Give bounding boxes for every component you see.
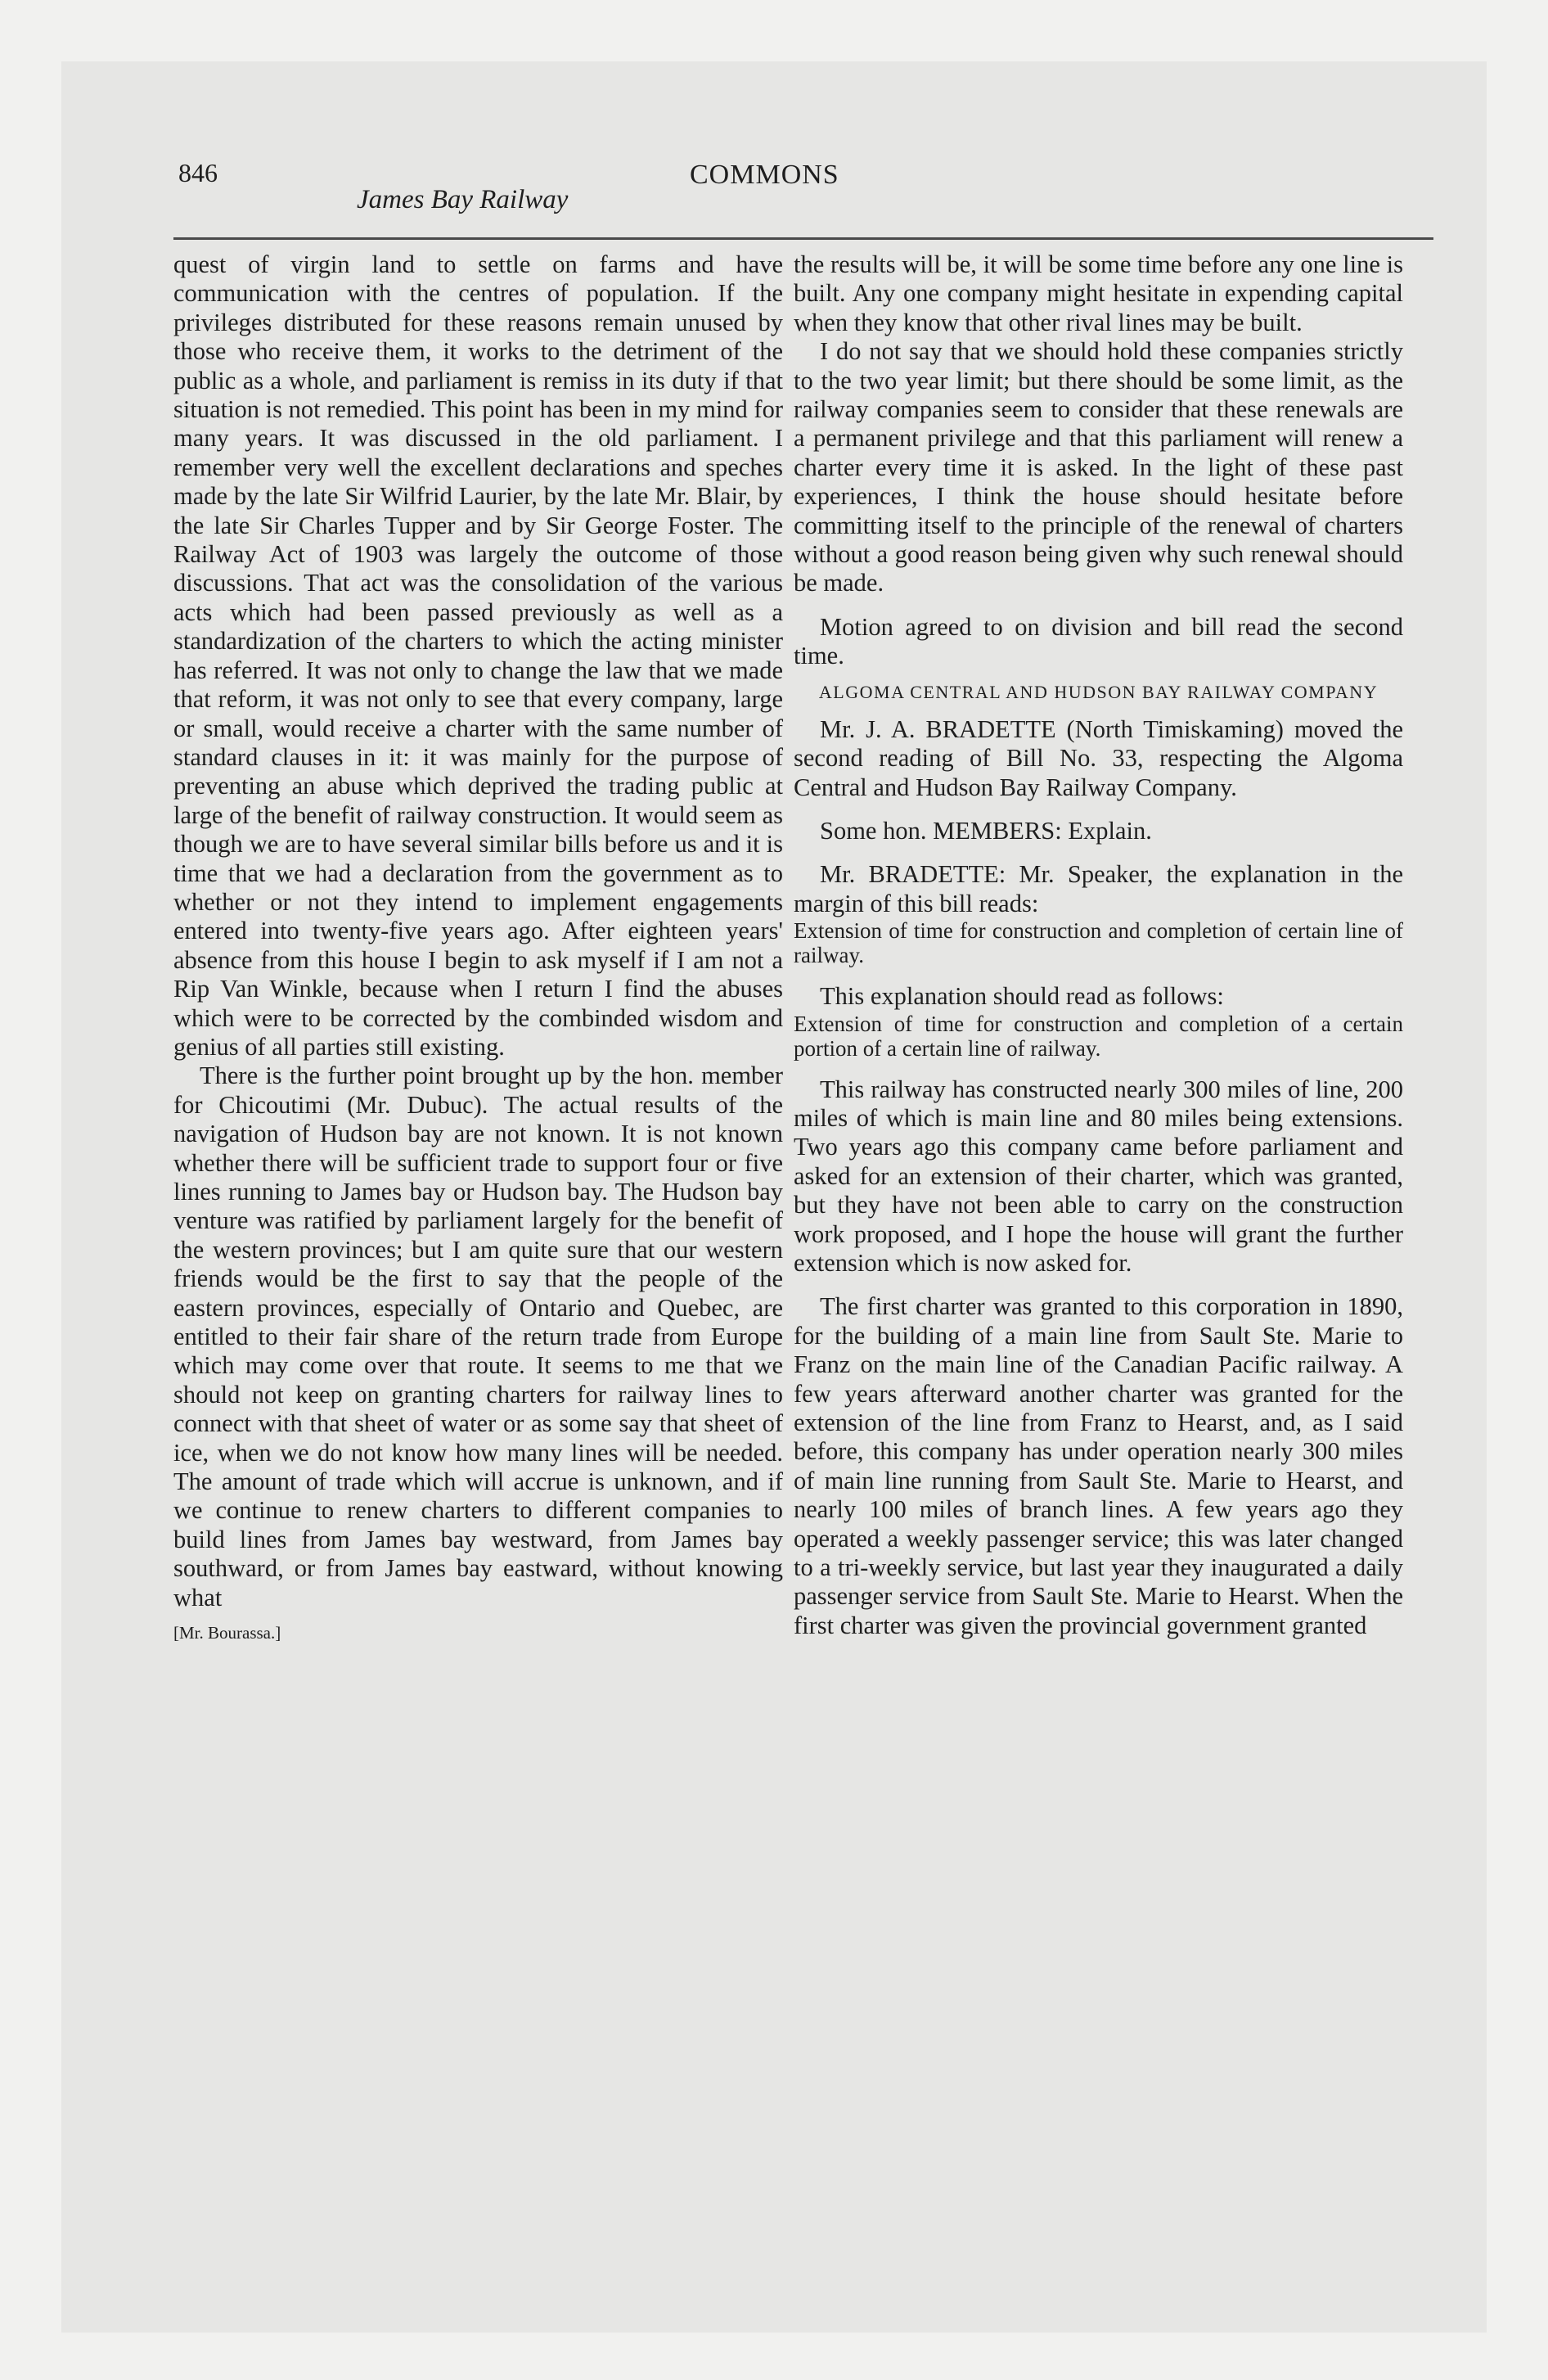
spacer bbox=[794, 598, 1403, 613]
right-paragraph-bradette-motion: Mr. J. A. BRADETTE (North Timiskaming) moved the second reading of Bill No. 33, respecting the Algoma Central and Hudson Bay Railway Company. bbox=[794, 714, 1403, 801]
header-title: COMMONS bbox=[690, 160, 839, 190]
right-paragraph-bradette: Mr. BRADETTE: Mr. Speaker, the explanation in the margin of this bill reads: bbox=[794, 860, 1403, 917]
header-rule bbox=[173, 237, 1433, 240]
section-heading: ALGOMA CENTRAL AND HUDSON BAY RAILWAY COMPANY bbox=[818, 681, 1379, 702]
right-paragraph-members: Some hon. MEMBERS: Explain. bbox=[820, 816, 1152, 845]
spacer bbox=[794, 845, 1403, 860]
right-column bbox=[794, 250, 1403, 1640]
right-paragraph-1: the results will be, it will be some time before any one line is built. Any one company might hesitate in expending capital when they know that other rival lines may be built. bbox=[794, 250, 1403, 336]
spacer bbox=[794, 967, 1403, 982]
right-paragraph-should-read: This explanation should read as follows: bbox=[820, 982, 1224, 1011]
spacer bbox=[794, 802, 1403, 817]
left-column bbox=[173, 250, 783, 1648]
right-paragraph-first-charter: The first charter was granted to this corporation in 1890, for the building of a main line from Sault Ste. Marie to Franz on the main line of the Canadian Pacific railway. A few years afterward another charter was granted for the extension of the line from Franz to Hearst, and, as I said before, this company has under operation nearly 300 miles of main line running from Sault Ste. Marie to Hearst, and nearly 100 miles of branch lines. A few years ago they operated a weekly passenger service; this was later changed to a tri-weekly service, but last year they inaugurated a daily passenger service from Sault Ste. Marie to Hearst. When the first charter was given the provincial government granted bbox=[794, 1292, 1403, 1639]
page-number: 846 bbox=[178, 158, 218, 187]
running-head: James Bay Railway bbox=[357, 185, 569, 214]
left-paragraph-2: There is the further point brought up by the hon. member for Chicoutimi (Mr. Dubuc). The actual results of the navigation of Hudson bay are not known. It is not known whether there will be sufficient trade to support four or five lines running to James bay or Hudson bay. The Hudson bay venture was ratified by parliament largely for the benefit of the western provinces; but I am quite sure that our western friends would be the first to say that the people of the eastern provinces, especially of Ontario and Quebec, are entitled to their fair share of the return trade from Europe which may come over that route. It seems to me that we should not keep on granting charters for railway lines to connect with that sheet of water or as some say that sheet of ice, when we do not know how many lines will be needed. The amount of trade which will accrue is unknown, and if we continue to renew charters to different companies to build lines from James bay westward, from James bay southward, or from James bay eastward, without knowing what bbox=[173, 1062, 783, 1611]
quote-margin-explanation: Extension of time for construction and completion of certain line of railway. bbox=[794, 918, 1403, 968]
right-paragraph-2: I do not say that we should hold these companies strictly to the two year limit; but there should be some limit, as the railway companies seem to consider that these renewals are a permanent privilege and that this parliament will renew a charter every time it is asked. In the light of these past experiences, I think the house should hesitate before committing itself to the principle of the renewal of charters without a good reason being given why such renewal should be made. bbox=[794, 337, 1403, 597]
left-paragraph-1: quest of virgin land to settle on farms and have communication with the centres of population. If the privileges distributed for these reasons remain unused by those who receive them, it works to the detriment of the public as a whole, and parliament is remiss in its duty if that situation is not remedied. This point has been in my mind for many years. It was discussed in the old parliament. I remember very well the excellent declarations and speches made by the late Sir Wilfrid Laurier, by the late Mr. Blair, by the late Sir Charles Tupper and by Sir George Foster. The Railway Act of 1903 was largely the outcome of those discussions. That act was the consolidation of the various acts which had been passed previously as well as a standardization of the charters to which the acting minister has referred. It was not only to change the law that we made that reform, it was not only to see that every company, large or small, would receive a charter with the same number of standard clauses in it: it was mainly for the purpose of preventing an abuse which deprived the trading public at large of the benefit of railway construction. It would seem as though we are to have several similar bills before us and it is time that we had a declaration from the government as to whether or not they intend to implement engagements entered into twenty-five years ago. After eighteen years' absence from this house I begin to ask myself if I am not a Rip Van Winkle, because when I return I find the abuses which were to be corrected by the combinded wisdom and genius of all parties still existing. bbox=[173, 250, 783, 1061]
spacer bbox=[794, 1278, 1403, 1292]
right-paragraph-railway: This railway has constructed nearly 300 miles of line, 200 miles of which is main line and 80 miles being extensions. Two years ago this company came before parliament and asked for an extension of their charter, which was granted, but they have not been able to carry on the construction work proposed, and I hope the house will grant the further extension which is now asked for. bbox=[794, 1075, 1403, 1277]
speaker-footnote: [Mr. Bourassa.] bbox=[173, 1623, 281, 1643]
spacer bbox=[794, 1061, 1403, 1075]
quote-corrected-explanation: Extension of time for construction and completion of a certain portion of a certain line of railway. bbox=[794, 1011, 1403, 1061]
right-paragraph-motion-agreed: Motion agreed to on division and bill read the second time. bbox=[794, 612, 1403, 670]
